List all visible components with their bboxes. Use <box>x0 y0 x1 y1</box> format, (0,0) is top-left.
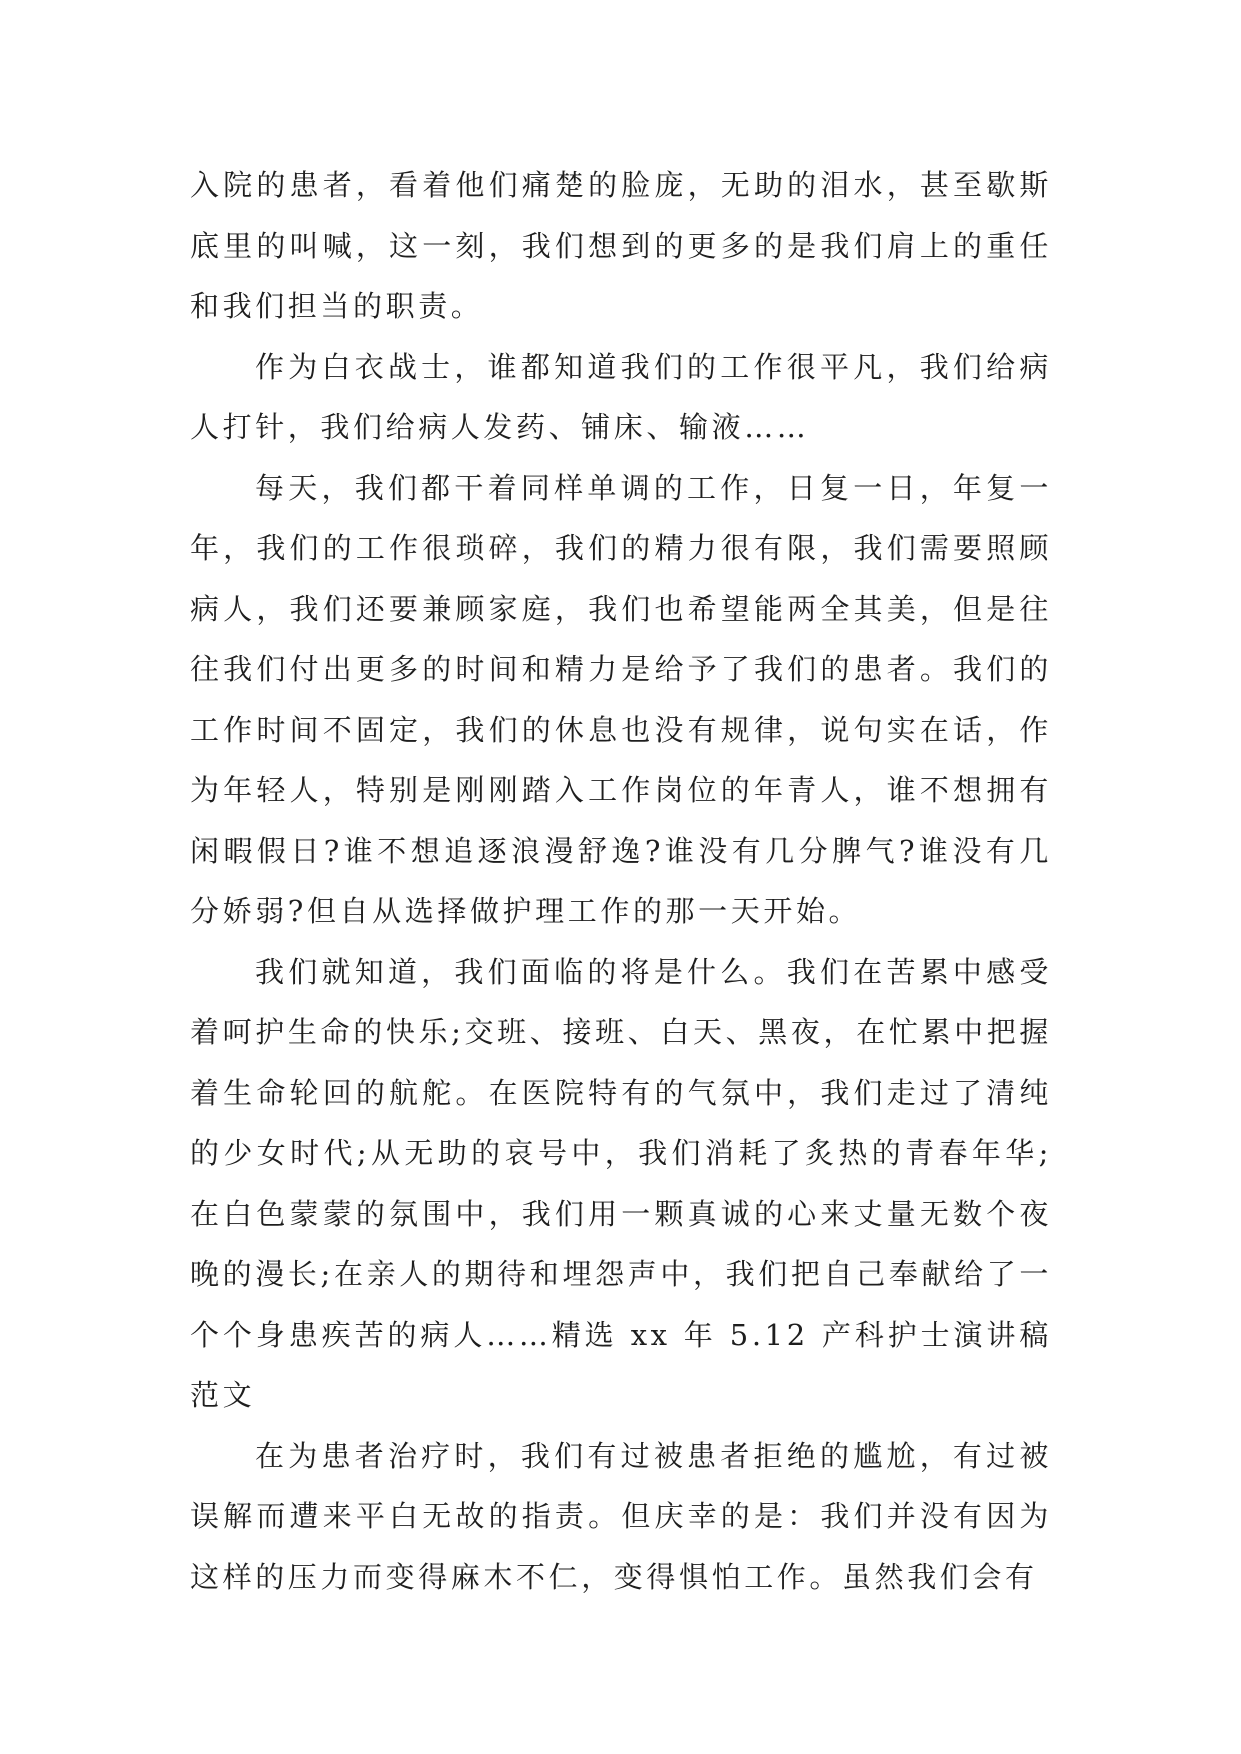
paragraph-3: 每天，我们都干着同样单调的工作，日复一日，年复一年，我们的工作很琐碎，我们的精力很有限，我们需要照顾病人，我们还要兼顾家庭，我们也希望能两全其美，但是往往我们付出更多的时间和精力是给予了我们的患者。我们的工作时间不固定，我们的休息也没有规律，说句实在话，作为年轻人，特别是刚刚踏入工作岗位的年青人，谁不想拥有闲暇假日?谁不想追逐浪漫舒逸?谁没有几分脾气?谁没有几分娇弱?但自从选择做护理工作的那一天开始。 <box>190 470 1052 928</box>
document-body <box>190 155 1052 1607</box>
paragraph-1: 入院的患者，看着他们痛楚的脸庞，无助的泪水，甚至歇斯底里的叫喊，这一刻，我们想到的更多的是我们肩上的重任和我们担当的职责。 <box>190 168 1052 323</box>
paragraph-5: 在为患者治疗时，我们有过被患者拒绝的尴尬，有过被误解而遭来平白无故的指责。但庆幸的是：我们并没有因为这样的压力而变得麻木不仁，变得惧怕工作。虽然我们会有 <box>190 1438 1052 1594</box>
paragraph-4: 我们就知道，我们面临的将是什么。我们在苦累中感受着呵护生命的快乐;交班、接班、白天、黑夜，在忙累中把握着生命轮回的航舵。在医院特有的气氛中，我们走过了清纯的少女时代;从无助的哀号中，我们消耗了炙热的青春年华;在白色蒙蒙的氛围中，我们用一颗真诚的心来丈量无数个夜晚的漫长;在亲人的期待和埋怨声中，我们把自己奉献给了一个个身患疾苦的病人……精选 xx 年 5.12 产科护士演讲稿范文 <box>190 954 1052 1412</box>
paragraph-2: 作为白衣战士，谁都知道我们的工作很平凡，我们给病人打针，我们给病人发药、铺床、输液…… <box>190 349 1052 444</box>
